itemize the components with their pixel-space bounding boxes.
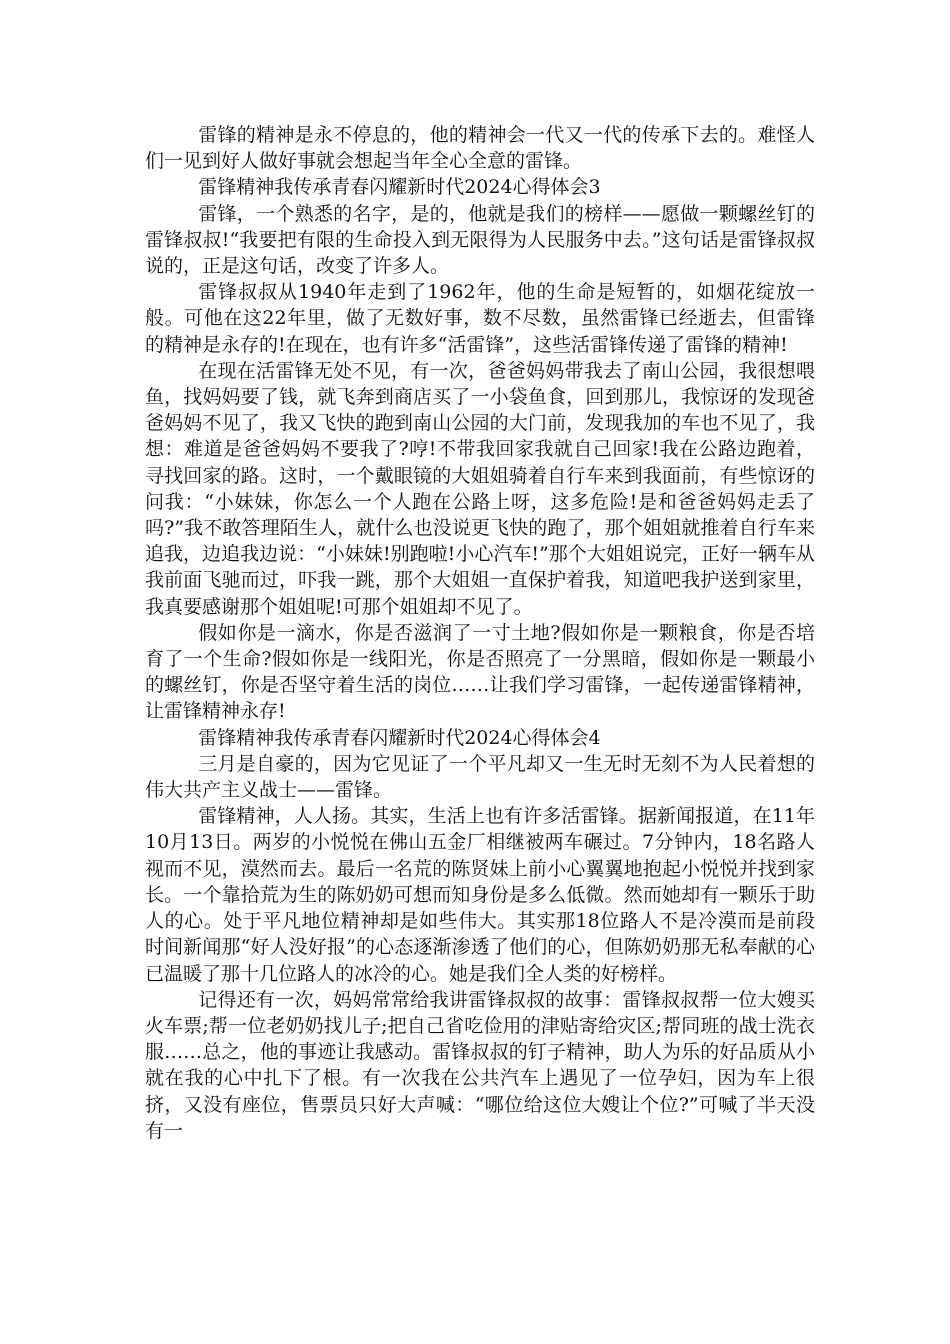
document-body xyxy=(145,122,815,1144)
paragraph: 三月是自豪的，因为它见证了一个平凡却又一生无时无刻不为人民着想的伟大共产主义战士——雷锋。 xyxy=(145,752,815,802)
paragraph: 假如你是一滴水，你是否滋润了一寸土地?假如你是一颗粮食，你是否培育了一个生命?假如你是一线阳光，你是否照亮了一分黑暗，假如你是一颗最小的螺丝钉，你是否坚守着生活的岗位……让我们学习雷锋，一起传递雷锋精神，让雷锋精神永存! xyxy=(145,621,815,723)
section-heading: 雷锋精神我传承青春闪耀新时代2024心得体会4 xyxy=(198,726,601,749)
paragraph: 雷锋叔叔从1940年走到了1962年，他的生命是短暂的，如烟花绽放一般。可他在这22年里，做了无数好事，数不尽数，虽然雷锋已经逝去，但雷锋的精神是永存的!在现在，也有许多“活雷锋”，这些活雷锋传递了雷锋的精神! xyxy=(145,281,815,356)
paragraph: 在现在活雷锋无处不见，有一次，爸爸妈妈带我去了南山公园，我很想喂鱼，找妈妈要了钱，就飞奔到商店买了一小袋鱼食，回到那儿，我惊讶的发现爸爸妈妈不见了，我又飞快的跑到南山公园的大门前，发现我加的车也不见了，我想：难道是爸爸妈妈不要我了?哼!不带我回家我就自己回家!我在公路边跑着，寻找回家的路。这时，一个戴眼镜的大姐姐骑着自行车来到我面前，有些惊讶的问我：“小妹妹，你怎么一个人跑在公路上呀，这多危险!是和爸爸妈妈走丢了吗?”我不敢答理陌生人，就什么也没说更飞快的跑了，那个姐姐就推着自行车来追我，边追我边说：“小妹妹!别跑啦!小心汽车!”那个大姐姐说完，正好一辆车从我前面飞驰而过，吓我一跳，那个大姐姐一直保护着我，知道吧我护送到家里，我真要感谢那个姐姐呢!可那个姐姐却不见了。 xyxy=(145,359,815,618)
paragraph: 记得还有一次，妈妈常常给我讲雷锋叔叔的故事：雷锋叔叔帮一位大嫂买火车票;帮一位老奶奶找儿子;把自己省吃俭用的津贴寄给灾区;帮同班的战士洗衣服……总之，他的事迹让我感动。雷锋叔叔的钉子精神，助人为乐的好品质从小就在我的心中扎下了根。有一次我在公共汽车上遇见了一位孕妇，因为车上很挤，又没有座位，售票员只好大声喊：“哪位给这位大嫂让个位?”可喊了半天没有一 xyxy=(145,988,815,1142)
paragraph: 雷锋精神，人人扬。其实，生活上也有许多活雷锋。据新闻报道，在11年10月13日。两岁的小悦悦在佛山五金厂相继被两车碾过。7分钟内，18名路人视而不见，漠然而去。最后一名荒的陈贤妹上前小心翼翼地抱起小悦悦并找到家长。一个靠拾荒为生的陈奶奶可想而知身份是多么低微。然而她却有一颗乐于助人的心。处于平凡地位精神却是如些伟大。其实那18位路人不是冷漠而是前段时间新闻那“好人没好报”的心态逐渐渗透了他们的心，但陈奶奶那无私奉献的心已温暖了那十几位路人的冰冷的心。她是我们全人类的好榜样。 xyxy=(145,805,815,985)
section-heading: 雷锋精神我传承青春闪耀新时代2024心得体会3 xyxy=(198,176,601,199)
paragraph: 雷锋的精神是永不停息的，他的精神会一代又一代的传承下去的。难怪人们一见到好人做好事就会想起当年全心全意的雷锋。 xyxy=(145,124,815,173)
paragraph: 雷锋，一个熟悉的名字，是的，他就是我们的榜样——愿做一颗螺丝钉的雷锋叔叔!“我要把有限的生命投入到无限得为人民服务中去。”这句话是雷锋叔叔说的，正是这句话，改变了许多人。 xyxy=(145,202,815,278)
